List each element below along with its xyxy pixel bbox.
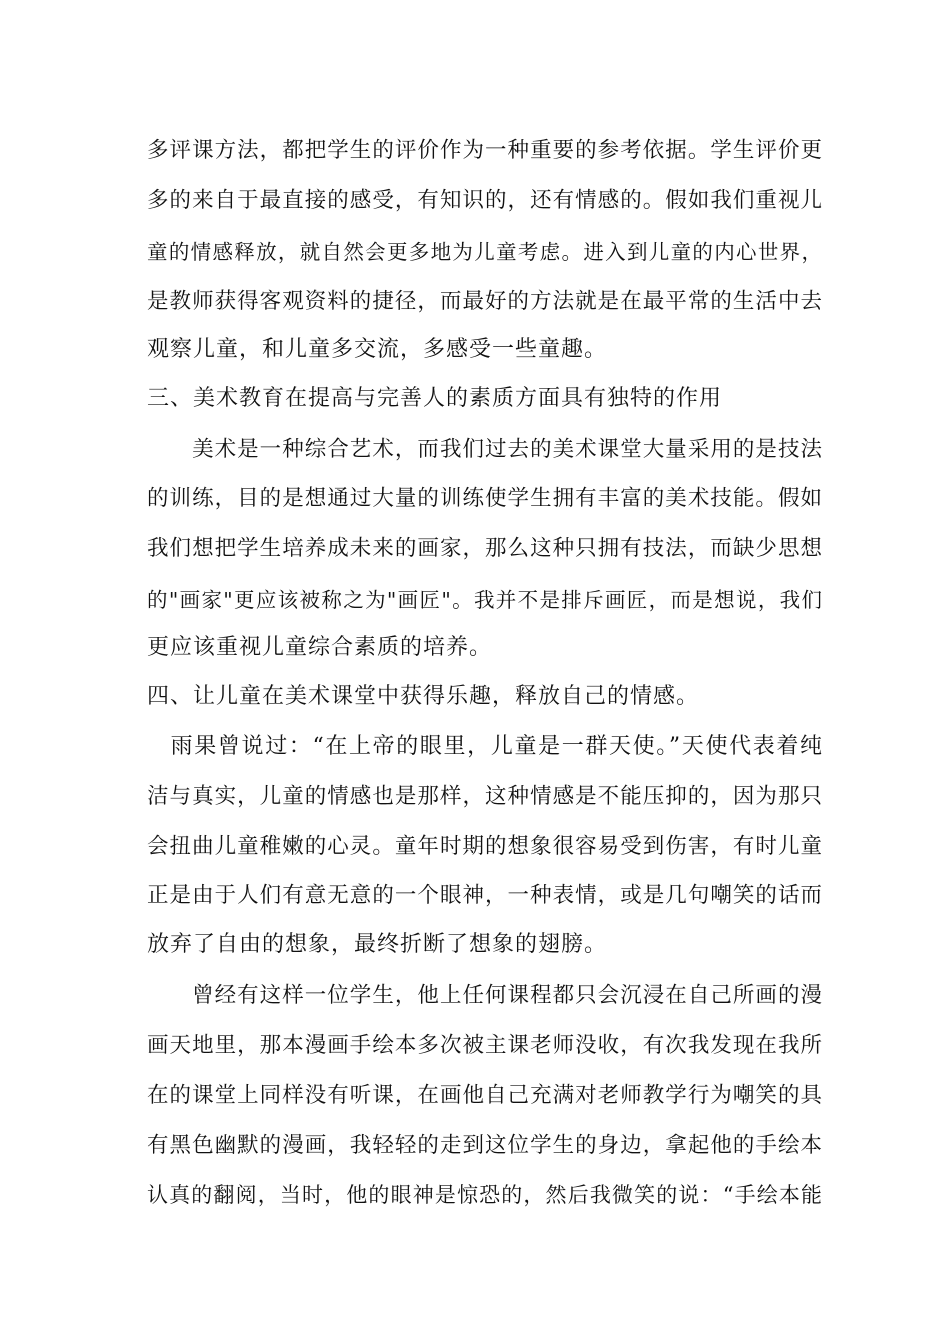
paragraph-line: 多的来自于最直接的感受，有知识的，还有情感的。假如我们重视儿 (147, 188, 823, 213)
paragraph-line: 美术是一种综合艺术，而我们过去的美术课堂大量采用的是技法 (147, 437, 823, 462)
paragraph-line: 曾经有这样一位学生，他上任何课程都只会沉浸在自己所画的漫 (147, 983, 823, 1008)
paragraph-line: 会扭曲儿童稚嫩的心灵。童年时期的想象很容易受到伤害，有时儿童 (147, 834, 823, 859)
paragraph-line: 是教师获得客观资料的捷径，而最好的方法就是在最平常的生活中去 (147, 289, 823, 314)
paragraph-line: 我们想把学生培养成未来的画家，那么这种只拥有技法，而缺少思想 (147, 536, 823, 561)
section-heading: 三、美术教育在提高与完善人的素质方面具有独特的作用 (147, 386, 723, 411)
paragraph-line: 在的课堂上同样没有听课，在画他自己充满对老师教学行为嘲笑的具 (147, 1083, 823, 1108)
paragraph-line: 有黑色幽默的漫画，我轻轻的走到这位学生的身边，拿起他的手绘本 (147, 1133, 823, 1158)
paragraph-line: 放弃了自由的想象，最终折断了想象的翅膀。 (147, 932, 608, 957)
paragraph-line: 观察儿童，和儿童多交流，多感受一些童趣。 (147, 337, 608, 362)
paragraph-line: 多评课方法，都把学生的评价作为一种重要的参考依据。学生评价更 (147, 138, 823, 163)
paragraph-line: 画天地里，那本漫画手绘本多次被主课老师没收，有次我发现在我所 (147, 1033, 823, 1058)
paragraph-line: 更应该重视儿童综合素质的培养。 (147, 635, 493, 660)
paragraph-line: 的"画家"更应该被称之为"画匠"。我并不是排斥画匠，而是想说，我们 (147, 588, 823, 612)
paragraph-line: 雨果曾说过：“在上帝的眼里，儿童是一群天使。”天使代表着纯 (147, 734, 823, 759)
paragraph-line: 洁与真实，儿童的情感也是那样，这种情感是不能压抑的，因为那只 (147, 784, 823, 809)
section-heading: 四、让儿童在美术课堂中获得乐趣，释放自己的情感。 (147, 684, 700, 709)
paragraph-line: 正是由于人们有意无意的一个眼神，一种表情，或是几句嘲笑的话而 (147, 883, 823, 908)
paragraph-line: 认真的翻阅，当时，他的眼神是惊恐的，然后我微笑的说：“手绘本能 (147, 1183, 823, 1207)
paragraph-line: 的训练，目的是想通过大量的训练使学生拥有丰富的美术技能。假如 (147, 486, 823, 511)
paragraph-line: 童的情感释放，就自然会更多地为儿童考虑。进入到儿童的内心世界， (147, 240, 823, 264)
